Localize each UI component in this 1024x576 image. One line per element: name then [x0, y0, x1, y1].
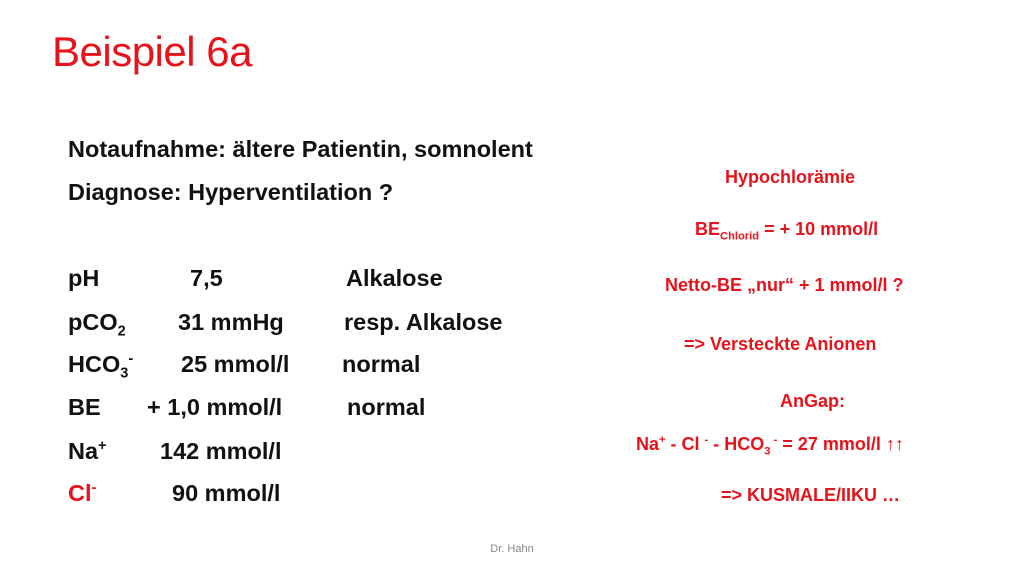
be-chlorid-line: $BE_{Chlorid}$ = + 10 mmol/l: [695, 219, 879, 243]
diagnosis-line: Diagnose: Hyperventilation ?: [68, 179, 394, 205]
footer-author: Dr. Hahn: [490, 543, 534, 555]
be-note: normal: [347, 394, 426, 420]
cl-label: Cl-: [68, 480, 97, 506]
hypochloraemia-text: Hypochlorämie: [725, 167, 856, 187]
pco2-value: 31 mmHg: [178, 309, 284, 335]
ph-note: Alkalose: [346, 265, 443, 291]
ph-value: 7,5: [190, 265, 223, 291]
kussmaul-line: => KUSMALE/IIKU …: [721, 485, 901, 505]
hco3-label: $HCO_3^-$: [68, 351, 134, 382]
netto-be-line: Netto-BE „nur“ + 1 mmol/l ?: [665, 275, 904, 295]
slide-title: Beispiel 6a: [52, 28, 252, 75]
pco2-note: resp. Alkalose: [344, 309, 503, 335]
admission-line: Notaufnahme: ältere Patientin, somnolent: [68, 136, 533, 162]
na-value: 142 mmol/l: [160, 438, 282, 464]
ph-label: pH: [68, 265, 100, 291]
na-label: Na+: [68, 438, 107, 464]
anion-gap-label: AnGap:: [780, 391, 845, 411]
hco3-note: normal: [342, 351, 421, 377]
hco3-value: 25 mmol/l: [181, 351, 290, 377]
pco2-label: pCO$_2$: [68, 309, 126, 340]
cl-value: 90 mmol/l: [172, 480, 281, 506]
hidden-anions-line: => Versteckte Anionen: [684, 334, 877, 354]
anion-gap-formula: Na+ - Cl $^- - HCO_3$ - = 27 mmol/l ↑↑: [636, 434, 904, 458]
be-value: + 1,0 mmol/l: [147, 394, 283, 420]
be-label: BE: [68, 394, 101, 420]
